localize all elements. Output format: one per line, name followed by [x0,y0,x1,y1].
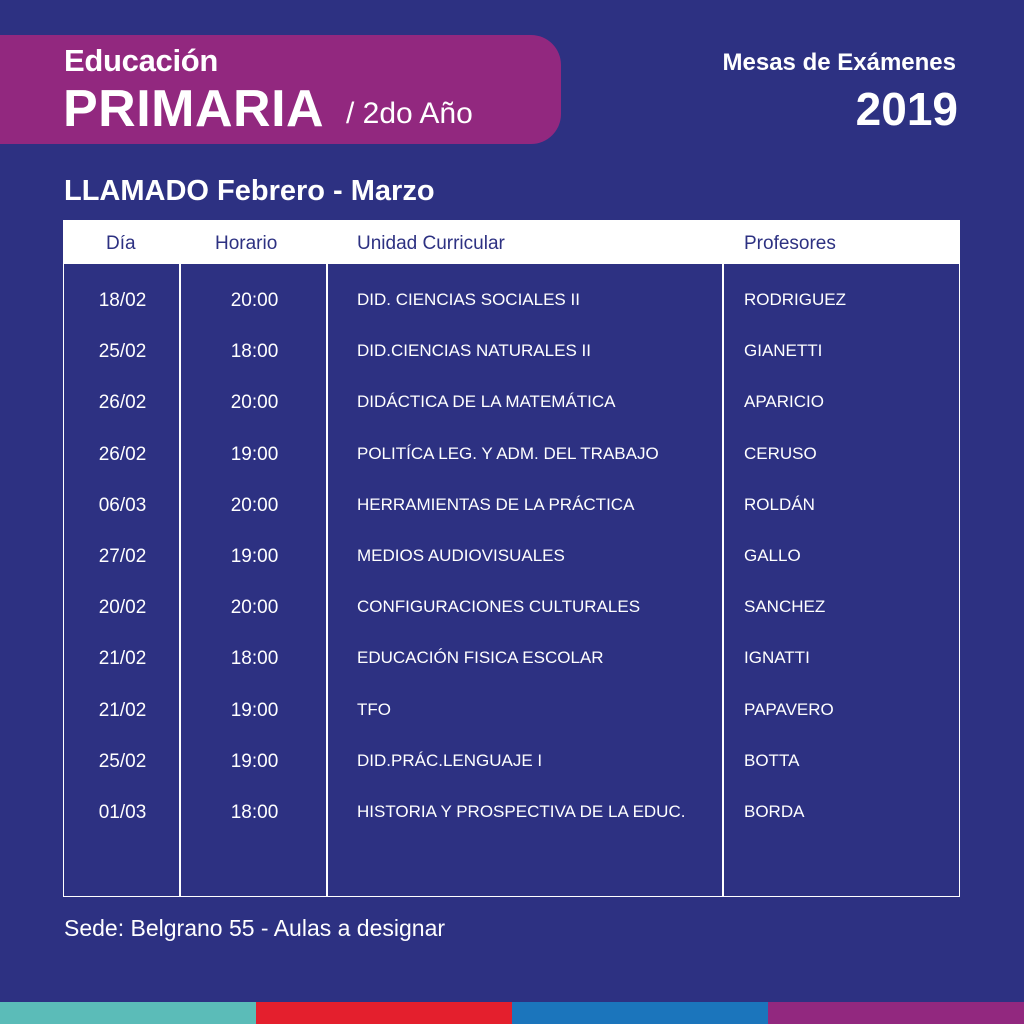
cell-dia: 21/02 [98,648,147,670]
cell-profesor: IGNATTI [744,648,810,668]
cell-dia: 18/02 [98,290,147,311]
cell-dia: 25/02 [98,750,147,772]
exam-year: 2019 [855,83,958,135]
cell-horario: 19:00 [230,699,279,721]
table-row [64,491,959,521]
cell-dia: 01/03 [98,802,147,823]
table-row [64,747,959,777]
table-row [64,388,959,418]
table-row [64,286,959,316]
cell-profesor: SANCHEZ [744,597,826,617]
cell-profesor: ROLDÁN [744,494,815,514]
table-row [64,798,959,828]
cell-profesor: CERUSO [744,443,817,463]
cell-profesor: BORDA [744,802,805,821]
cell-unidad: TFO [357,699,391,719]
table-row [64,593,959,623]
cell-unidad: MEDIOS AUDIOVISUALES [357,546,565,565]
cell-profesor: APARICIO [744,392,824,412]
color-stripe [512,1002,768,1024]
column-header-profesores: Profesores [744,233,836,254]
cell-horario: 20:00 [230,290,279,311]
column-header-horario: Horario [215,233,278,254]
cell-unidad: DID. CIENCIAS SOCIALES II [357,290,580,309]
cell-unidad: DIDÁCTICA DE LA MATEMÁTICA [357,392,616,412]
cell-dia: 26/02 [98,443,147,465]
banner-kicker: Educación [64,43,219,78]
column-header-unidad: Unidad Curricular [357,233,505,254]
cell-unidad: CONFIGURACIONES CULTURALES [357,597,641,617]
cell-dia: 06/03 [98,494,147,516]
color-stripe [0,1002,256,1024]
cell-unidad: HISTORIA Y PROSPECTIVA DE LA EDUC. [357,802,686,821]
cell-profesor: PAPAVERO [744,699,834,719]
table-row [64,440,959,470]
section-title: LLAMADO Febrero - Marzo [64,175,435,207]
footer-note: Sede: Belgrano 55 - Aulas a designar [64,915,446,941]
color-stripe [256,1002,512,1024]
cell-unidad: DID.PRÁC.LENGUAJE I [357,750,543,770]
cell-horario: 20:00 [230,494,279,516]
cell-dia: 21/02 [98,699,147,721]
color-stripe-bar [0,1002,1024,1024]
cell-horario: 18:00 [230,648,279,670]
cell-unidad: POLITÍCA LEG. Y ADM. DEL TRABAJO [357,443,659,463]
cell-unidad: EDUCACIÓN FISICA ESCOLAR [357,648,604,668]
cell-profesor: BOTTA [744,750,800,770]
cell-profesor: RODRIGUEZ [744,290,846,309]
cell-dia: 26/02 [98,392,147,414]
cell-horario: 19:00 [230,750,279,772]
column-header-dia: Día [106,233,136,254]
cell-profesor: GIANETTI [744,341,823,361]
table-row [64,337,959,367]
exam-label: Mesas de Exámenes [722,49,956,76]
cell-horario: 18:00 [230,341,279,363]
cell-unidad: HERRAMIENTAS DE LA PRÁCTICA [357,494,635,514]
table-row [64,542,959,572]
cell-horario: 20:00 [230,392,279,414]
table-row [64,644,959,674]
cell-dia: 20/02 [98,597,147,619]
cell-horario: 19:00 [230,546,279,567]
color-stripe [768,1002,1024,1024]
banner-subtitle: / 2do Año [346,97,473,130]
cell-dia: 27/02 [98,546,147,567]
cell-profesor: GALLO [744,546,801,565]
cell-dia: 25/02 [98,341,147,363]
table-row [64,696,959,726]
cell-horario: 18:00 [230,802,279,823]
table-header [64,221,959,264]
cell-horario: 20:00 [230,597,279,619]
banner-title: PRIMARIA [63,80,325,138]
cell-horario: 19:00 [230,443,279,465]
exam-table [63,220,960,897]
cell-unidad: DID.CIENCIAS NATURALES II [357,341,591,361]
